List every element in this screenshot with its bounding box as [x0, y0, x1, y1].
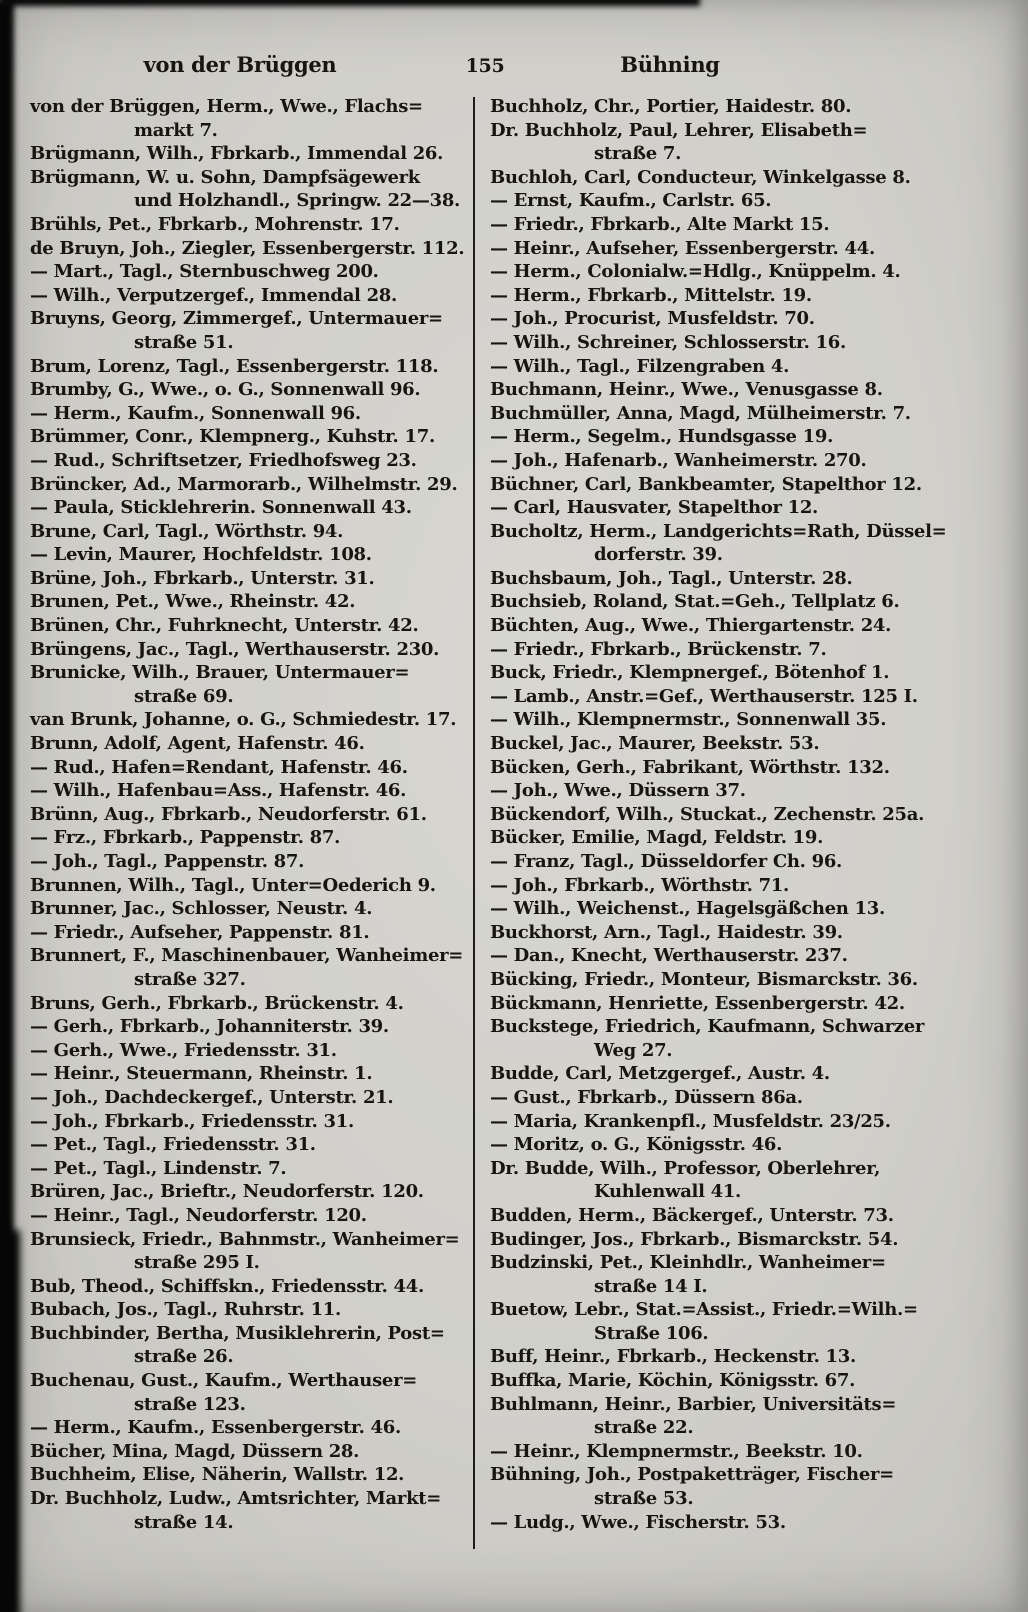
entry-line: — Paula, Sticklehrerin. Sonnenwall 43. [30, 497, 412, 519]
directory-entry [30, 95, 466, 142]
directory-entry [490, 779, 1014, 803]
page-number: 155 [465, 55, 505, 77]
entry-line: van Brunk, Johanne, o. G., Schmiedestr. 17. [30, 709, 457, 731]
entry-line: — Heinr., Steuermann, Rheinstr. 1. [30, 1063, 373, 1085]
entry-line: Brümmer, Conr., Klempnerg., Kuhstr. 17. [30, 426, 435, 448]
directory-entry [30, 1440, 466, 1464]
directory-entry [490, 661, 1014, 685]
directory-entry [30, 897, 466, 921]
directory-columns [0, 89, 1028, 1549]
entry-line: Bruyns, Georg, Zimmergef., Untermauer= [30, 308, 443, 330]
entry-line: Bühning, Joh., Postpaketträger, Fischer= [490, 1464, 894, 1486]
entry-line: — Mart., Tagl., Sternbuschweg 200. [30, 261, 379, 283]
directory-entry [30, 543, 466, 567]
directory-entry [30, 355, 466, 379]
directory-entry [30, 1180, 466, 1204]
entry-line: Brum, Lorenz, Tagl., Essenbergerstr. 118. [30, 355, 439, 377]
directory-entry [490, 921, 1014, 945]
entry-line: Brune, Carl, Tagl., Wörthstr. 94. [30, 520, 344, 542]
directory-entry [30, 520, 466, 544]
directory-entry [30, 425, 466, 449]
entry-line: — Franz, Tagl., Düsseldorfer Ch. 96. [490, 851, 843, 872]
entry-line: — Heinr., Klempnermstr., Beekstr. 10. [490, 1440, 863, 1462]
directory-entry [30, 1322, 466, 1369]
scan-edge-left-lower-artifact [0, 1230, 20, 1612]
entry-line: — Carl, Hausvater, Stapelthor 12. [490, 497, 819, 519]
entry-line: von der Brüggen, Herm., Wwe., Flachs= [30, 96, 423, 117]
entry-line: — Wilh., Verputzergef., Immendal 28. [30, 284, 397, 306]
entry-line: — Herm., Segelm., Hundsgasse 19. [490, 426, 834, 448]
entry-line: Brunn, Adolf, Agent, Hafenstr. 46. [30, 733, 365, 755]
entry-line: — Wilh., Weichenst., Hagelsgäßchen 13. [490, 898, 885, 920]
directory-entry [490, 473, 1014, 497]
directory-entry [30, 449, 466, 473]
entry-line: — Gust., Fbrkarb., Düssern 86a. [490, 1086, 803, 1108]
entry-line: Bückmann, Henriette, Essenbergerstr. 42. [490, 992, 905, 1014]
directory-entry [30, 1416, 466, 1440]
entry-line: Bücking, Friedr., Monteur, Bismarckstr. 36. [490, 968, 918, 990]
entry-line: Buchenau, Gust., Kaufm., Werthauser= [30, 1370, 418, 1392]
directory-entry [490, 496, 1014, 520]
entry-line: Dr. Buchholz, Paul, Lehrer, Elisabeth= [490, 119, 868, 141]
entry-line: Budde, Carl, Metzgergef., Austr. 4. [490, 1063, 830, 1085]
directory-entry [490, 284, 1014, 308]
directory-entry [490, 1251, 1014, 1298]
directory-entry [30, 284, 466, 308]
directory-entry [490, 425, 1014, 449]
directory-entry [30, 944, 466, 991]
entry-line-continuation: straße 327. [134, 968, 246, 990]
entry-line-continuation: straße 22. [594, 1417, 694, 1439]
entry-line: — Maria, Krankenpfl., Musfeldstr. 23/25. [490, 1110, 891, 1132]
entry-line: Brüne, Joh., Fbrkarb., Unterstr. 31. [30, 567, 375, 589]
directory-entry [490, 1345, 1014, 1369]
entry-line: Buchmann, Heinr., Wwe., Venusgasse 8. [490, 379, 883, 401]
directory-entry [30, 1463, 466, 1487]
directory-entry [490, 567, 1014, 591]
entry-line: Büchten, Aug., Wwe., Thiergartenstr. 24. [490, 615, 892, 637]
directory-entry [490, 1393, 1014, 1440]
entry-line: Buckstege, Friedrich, Kaufmann, Schwarzer [490, 1016, 925, 1038]
entry-line: Buck, Friedr., Klempnergef., Bötenhof 1. [490, 662, 890, 684]
entry-line: de Bruyn, Joh., Ziegler, Essenbergerstr. 112. [30, 237, 465, 259]
directory-entry [490, 756, 1014, 780]
directory-entry [490, 968, 1014, 992]
entry-line: Buckhorst, Arn., Tagl., Haidestr. 39. [490, 921, 843, 943]
entry-line: — Levin, Maurer, Hochfeldstr. 108. [30, 544, 372, 566]
entry-line: — Herm., Kaufm., Essenbergerstr. 46. [30, 1417, 401, 1439]
entry-line: — Joh., Hafenarb., Wanheimerstr. 270. [490, 449, 867, 471]
entry-line: Brüncker, Ad., Marmorarb., Wilhelmstr. 29. [30, 473, 458, 495]
directory-entry [30, 732, 466, 756]
directory-entry [490, 1157, 1014, 1204]
entry-line: Buff, Heinr., Fbrkarb., Heckenstr. 13. [490, 1346, 856, 1368]
directory-entry [30, 1298, 466, 1322]
directory-entry [30, 402, 466, 426]
directory-entry [490, 1440, 1014, 1464]
directory-entry [490, 1298, 1014, 1345]
directory-entry [30, 473, 466, 497]
entry-line: — Joh., Tagl., Pappenstr. 87. [30, 851, 305, 872]
entry-line: — Joh., Fbrkarb., Friedensstr. 31. [30, 1110, 354, 1132]
entry-line: Dr. Budde, Wilh., Professor, Oberlehrer, [490, 1157, 881, 1179]
directory-entry [490, 708, 1014, 732]
entry-line: — Heinr., Tagl., Neudorferstr. 120. [30, 1204, 367, 1226]
entry-line: Buckel, Jac., Maurer, Beekstr. 53. [490, 733, 820, 755]
entry-line-continuation: straße 7. [594, 143, 682, 165]
directory-entry [30, 142, 466, 166]
directory-entry [30, 1062, 466, 1086]
directory-entry [30, 826, 466, 850]
entry-line: Bruns, Gerh., Fbrkarb., Brückenstr. 4. [30, 992, 404, 1014]
entry-line: Brunnen, Wilh., Tagl., Unter=Oederich 9. [30, 874, 436, 896]
directory-entry [490, 732, 1014, 756]
left-column [30, 95, 466, 1549]
entry-line: Brunner, Jac., Schlosser, Neustr. 4. [30, 898, 373, 920]
directory-entry [490, 826, 1014, 850]
directory-entry [490, 355, 1014, 379]
directory-entry [490, 331, 1014, 355]
entry-line: Brüngens, Jac., Tagl., Werthauserstr. 230. [30, 638, 440, 660]
directory-entry [30, 567, 466, 591]
entry-line: Brunsieck, Friedr., Bahnmstr., Wanheimer= [30, 1228, 460, 1250]
directory-entry [490, 685, 1014, 709]
directory-entry [490, 1463, 1014, 1510]
directory-entry [490, 874, 1014, 898]
entry-line: — Wilh., Hafenbau=Ass., Hafenstr. 46. [30, 780, 407, 802]
directory-entry [30, 213, 466, 237]
directory-entry [490, 1369, 1014, 1393]
directory-entry [30, 1039, 466, 1063]
entry-line-continuation: und Holzhandl., Springw. 22—38. [134, 190, 461, 212]
directory-entry [490, 449, 1014, 473]
entry-line: — Ludg., Wwe., Fischerstr. 53. [490, 1511, 786, 1533]
header-catchword-right: Bühning [620, 52, 720, 77]
directory-entry [30, 614, 466, 638]
directory-entry [30, 874, 466, 898]
directory-entry [30, 378, 466, 402]
entry-line-continuation: Straße 106. [594, 1322, 709, 1344]
entry-line: Budden, Herm., Bäckergef., Unterstr. 73. [490, 1204, 894, 1226]
entry-line: Brumby, G., Wwe., o. G., Sonnenwall 96. [30, 379, 421, 401]
directory-entry [490, 1204, 1014, 1228]
scan-edge-top-artifact [0, 0, 700, 6]
directory-entry [490, 1086, 1014, 1110]
directory-entry [490, 166, 1014, 190]
entry-line: Buchloh, Carl, Conducteur, Winkelgasse 8. [490, 166, 911, 188]
directory-entry [30, 1228, 466, 1275]
directory-entry [490, 307, 1014, 331]
entry-line-continuation: markt 7. [134, 119, 218, 141]
entry-line: — Wilh., Klempnermstr., Sonnenwall 35. [490, 709, 887, 731]
right-column [484, 95, 1014, 1549]
entry-line-continuation: straße 14. [134, 1511, 234, 1533]
entry-line: — Moritz, o. G., Königsstr. 46. [490, 1134, 783, 1156]
entry-line: Brügmann, W. u. Sohn, Dampfsägewerk [30, 166, 420, 188]
entry-line: — Herm., Kaufm., Sonnenwall 96. [30, 402, 361, 424]
entry-line: Budzinski, Pet., Kleinhdlr., Wanheimer= [490, 1252, 886, 1274]
directory-entry [30, 779, 466, 803]
directory-entry [490, 1133, 1014, 1157]
directory-entry [30, 307, 466, 354]
directory-entry [490, 1511, 1014, 1535]
directory-entry [30, 237, 466, 261]
entry-line: Bücker, Emilie, Magd, Feldstr. 19. [490, 827, 824, 849]
directory-entry [490, 944, 1014, 968]
entry-line: Buchheim, Elise, Näherin, Wallstr. 12. [30, 1464, 405, 1486]
entry-line-continuation: straße 69. [134, 685, 234, 707]
entry-line-continuation: dorferstr. 39. [594, 544, 723, 566]
entry-line-continuation: straße 123. [134, 1393, 246, 1415]
directory-entry [490, 402, 1014, 426]
directory-entry [490, 119, 1014, 166]
directory-entry [30, 1133, 466, 1157]
entry-line: Buffka, Marie, Köchin, Königsstr. 67. [490, 1370, 856, 1392]
entry-line: Bückendorf, Wilh., Stuckat., Zechenstr. 25a. [490, 803, 925, 825]
entry-line: Bucholtz, Herm., Landgerichts=Rath, Düssel= [490, 520, 947, 542]
entry-line: Brünen, Chr., Fuhrknecht, Unterstr. 42. [30, 615, 419, 637]
directory-entry [30, 1086, 466, 1110]
directory-entry [30, 1204, 466, 1228]
directory-entry [30, 850, 466, 874]
directory-entry [30, 921, 466, 945]
directory-entry [490, 95, 1014, 119]
column-divider [473, 97, 475, 1549]
entry-line: Brunnert, F., Maschinenbauer, Wanheimer= [30, 945, 464, 967]
directory-entry [30, 1487, 466, 1534]
entry-line: — Rud., Schriftsetzer, Friedhofsweg 23. [30, 449, 417, 471]
entry-line: — Pet., Tagl., Lindenstr. 7. [30, 1157, 287, 1179]
directory-entry [30, 638, 466, 662]
directory-entry [30, 1110, 466, 1134]
entry-line: Brünn, Aug., Fbrkarb., Neudorferstr. 61. [30, 803, 427, 825]
entry-line: Bub, Theod., Schiffskn., Friedensstr. 44. [30, 1275, 424, 1297]
entry-line: — Herm., Fbrkarb., Mittelstr. 19. [490, 284, 812, 306]
directory-entry [490, 590, 1014, 614]
entry-line-continuation: Kuhlenwall 41. [594, 1181, 742, 1203]
entry-line: Brunicke, Wilh., Brauer, Untermauer= [30, 662, 410, 684]
entry-line-continuation: Weg 27. [594, 1039, 673, 1061]
directory-entry [30, 1157, 466, 1181]
entry-line: Bücken, Gerh., Fabrikant, Wörthstr. 132. [490, 756, 890, 778]
entry-line: — Heinr., Aufseher, Essenbergerstr. 44. [490, 237, 875, 259]
directory-entry [490, 378, 1014, 402]
entry-line: — Gerh., Wwe., Friedensstr. 31. [30, 1039, 337, 1061]
directory-entry [30, 803, 466, 827]
header-catchword-left: von der Brüggen [143, 52, 337, 77]
entry-line: — Herm., Colonialw.=Hdlg., Knüppelm. 4. [490, 261, 901, 283]
entry-line: Brunen, Pet., Wwe., Rheinstr. 42. [30, 591, 356, 613]
entry-line: — Rud., Hafen=Rendant, Hafenstr. 46. [30, 756, 408, 778]
entry-line: — Joh., Procurist, Musfeldstr. 70. [490, 308, 815, 330]
entry-line-continuation: straße 295 I. [134, 1252, 260, 1274]
entry-line: — Gerh., Fbrkarb., Johanniterstr. 39. [30, 1016, 389, 1038]
entry-line: — Friedr., Fbrkarb., Brückenstr. 7. [490, 638, 827, 660]
directory-entry [30, 756, 466, 780]
entry-line: — Lamb., Anstr.=Gef., Werthauserstr. 125 I. [490, 685, 918, 707]
directory-entry [490, 260, 1014, 284]
entry-line: Dr. Buchholz, Ludw., Amtsrichter, Markt= [30, 1488, 442, 1510]
entry-line: Buchmüller, Anna, Magd, Mülheimerstr. 7. [490, 402, 911, 424]
entry-line: Buhlmann, Heinr., Barbier, Universitäts= [490, 1393, 897, 1415]
directory-entry [30, 1015, 466, 1039]
entry-line: — Frz., Fbrkarb., Pappenstr. 87. [30, 827, 341, 849]
directory-entry [490, 189, 1014, 213]
entry-line: Büchner, Carl, Bankbeamter, Stapelthor 12. [490, 473, 922, 495]
entry-line: — Joh., Dachdeckergef., Unterstr. 21. [30, 1086, 394, 1108]
entry-line: Buchsbaum, Joh., Tagl., Unterstr. 28. [490, 567, 853, 589]
directory-entry [490, 520, 1014, 567]
directory-entry [490, 1015, 1014, 1062]
entry-line: Buchsieb, Roland, Stat.=Geh., Tellplatz 6. [490, 591, 900, 613]
entry-line: Buchholz, Chr., Portier, Haidestr. 80. [490, 96, 852, 117]
entry-line: Brüren, Jac., Brieftr., Neudorferstr. 120. [30, 1181, 424, 1203]
directory-entry [490, 897, 1014, 921]
directory-entry [30, 260, 466, 284]
directory-entry [30, 166, 466, 213]
entry-line: — Wilh., Schreiner, Schlosserstr. 16. [490, 331, 846, 353]
directory-entry [490, 1110, 1014, 1134]
directory-entry [490, 1228, 1014, 1252]
entry-line-continuation: straße 14 I. [594, 1275, 708, 1297]
entry-line: Bücher, Mina, Magd, Düssern 28. [30, 1440, 360, 1462]
directory-entry [490, 213, 1014, 237]
directory-entry [490, 614, 1014, 638]
entry-line-continuation: straße 51. [134, 331, 234, 353]
entry-line: — Joh., Fbrkarb., Wörthstr. 71. [490, 874, 789, 896]
entry-line: Brügmann, Wilh., Fbrkarb., Immendal 26. [30, 143, 444, 165]
entry-line-continuation: straße 53. [594, 1488, 694, 1510]
directory-entry [30, 1369, 466, 1416]
entry-line: Buchbinder, Bertha, Musiklehrerin, Post= [30, 1322, 445, 1344]
directory-entry [30, 496, 466, 520]
directory-entry [490, 992, 1014, 1016]
directory-entry [490, 1062, 1014, 1086]
entry-line: Bubach, Jos., Tagl., Ruhrstr. 11. [30, 1299, 341, 1321]
directory-entry [30, 992, 466, 1016]
directory-entry [490, 850, 1014, 874]
entry-line: — Dan., Knecht, Werthauserstr. 237. [490, 945, 848, 967]
entry-line: — Wilh., Tagl., Filzengraben 4. [490, 355, 790, 377]
entry-line-continuation: straße 26. [134, 1346, 234, 1368]
directory-entry [30, 661, 466, 708]
directory-entry [30, 590, 466, 614]
entry-line: — Pet., Tagl., Friedensstr. 31. [30, 1134, 316, 1156]
entry-line: — Ernst, Kaufm., Carlstr. 65. [490, 190, 772, 212]
entry-line: — Friedr., Fbrkarb., Alte Markt 15. [490, 213, 830, 235]
directory-entry [30, 708, 466, 732]
directory-entry [490, 803, 1014, 827]
entry-line: Buetow, Lebr., Stat.=Assist., Friedr.=Wilh.= [490, 1299, 918, 1321]
directory-entry [30, 1275, 466, 1299]
directory-entry [490, 237, 1014, 261]
entry-line: — Friedr., Aufseher, Pappenstr. 81. [30, 921, 370, 943]
page-header [0, 0, 1028, 89]
entry-line: Brühls, Pet., Fbrkarb., Mohrenstr. 17. [30, 213, 400, 235]
entry-line: — Joh., Wwe., Düssern 37. [490, 780, 746, 802]
entry-line: Budinger, Jos., Fbrkarb., Bismarckstr. 54. [490, 1228, 899, 1250]
directory-entry [490, 638, 1014, 662]
